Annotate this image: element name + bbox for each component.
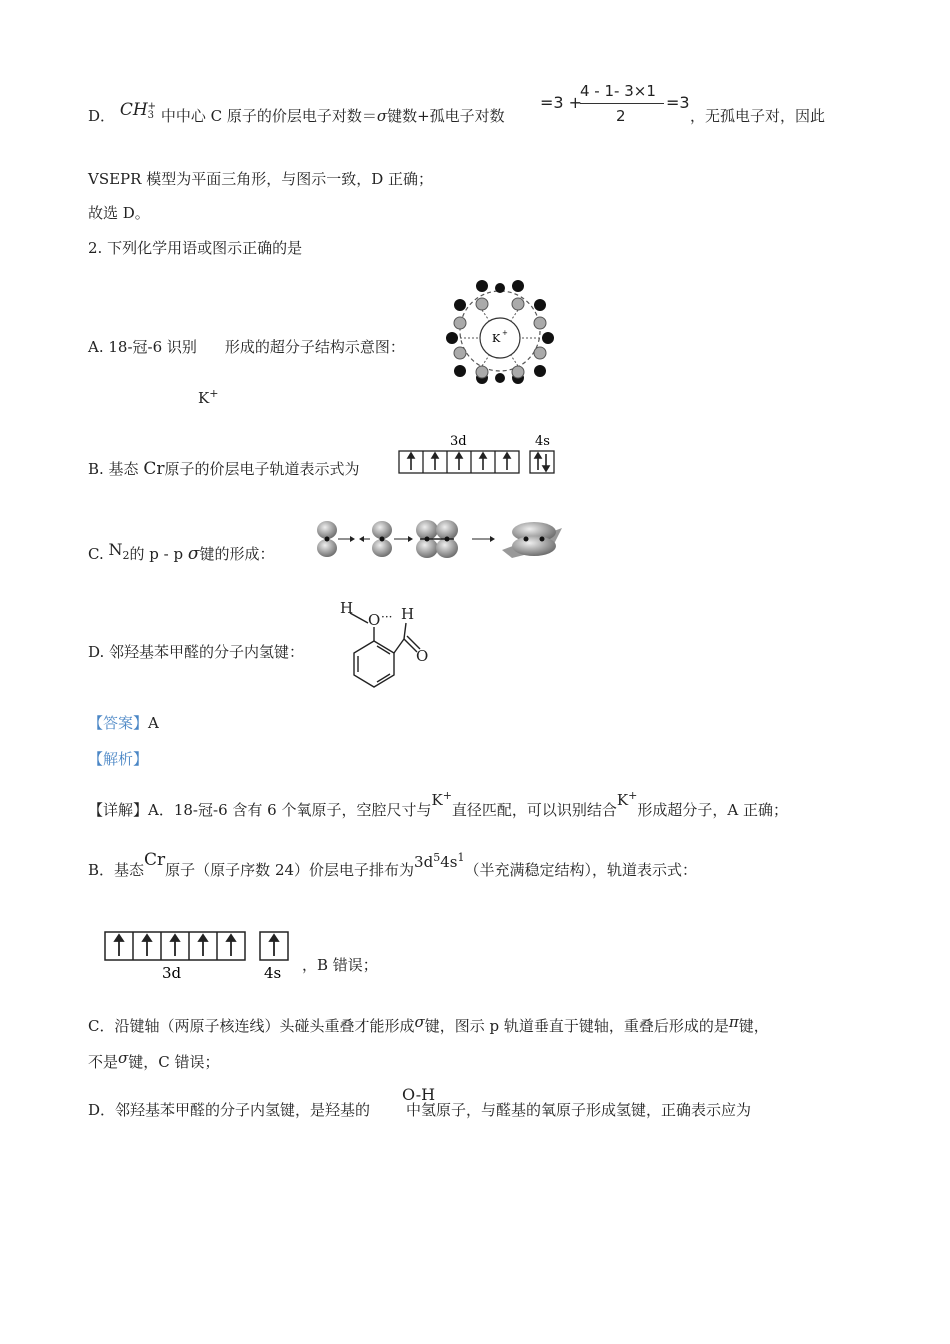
sigma-symbol: σ xyxy=(414,1013,425,1031)
text-segment: D．邻羟基苯甲醛的分子内氢键，是羟基的 xyxy=(88,1101,371,1119)
detail-b-conclusion: ，B 错误； xyxy=(302,956,378,974)
oh-group: O-H xyxy=(402,1085,436,1104)
n2-formula xyxy=(108,540,130,563)
sigma-symbol: σ xyxy=(376,107,388,125)
crown-ether-figure xyxy=(442,278,558,384)
text-segment: 键数+孤电子对数 xyxy=(387,107,505,125)
text-segment: C. xyxy=(88,545,104,563)
label-3d: 3d xyxy=(450,434,467,449)
k-symbol: K xyxy=(431,791,443,809)
text-segment: 键， xyxy=(738,1017,769,1035)
text-segment: 中氢原子，与醛基的氧原子形成氢键，正确表示应为 xyxy=(406,1101,752,1119)
choice-conclusion: 故选 D。 xyxy=(88,204,150,222)
k-ion-inline xyxy=(431,791,451,809)
n-symbol: N xyxy=(108,540,123,559)
detail-a xyxy=(88,789,788,820)
config-3d: 3d xyxy=(414,853,434,871)
n-subscript: 2 xyxy=(122,549,130,563)
label-4s: 4s xyxy=(264,964,282,982)
line-d-vsepr-calc xyxy=(88,100,505,126)
k-charge: + xyxy=(442,789,452,802)
option-b xyxy=(88,459,360,479)
text-segment: B．基态 xyxy=(88,861,145,879)
question-2: 2. 下列化学用语或图示正确的是 xyxy=(88,239,303,257)
fraction-bar xyxy=(580,103,664,104)
text-segment: 原子的价层电子轨道表示式为 xyxy=(164,460,360,478)
formula-ch3 xyxy=(120,100,156,120)
text-segment: ，无孤电子对，因此 xyxy=(690,107,826,125)
orbital-svg xyxy=(398,431,558,479)
orbital-overlap-svg xyxy=(312,518,572,560)
text-segment: 键，图示 p 轨道垂直于键轴，重叠后形成的是 xyxy=(424,1017,729,1035)
crown-ether-svg xyxy=(442,278,558,384)
vsepr-conclusion: VSEPR 模型为平面三角形，与图示一致，D 正确； xyxy=(88,170,434,188)
hydroxyl-o: O xyxy=(368,611,381,629)
option-letter: D． xyxy=(88,107,116,125)
config-4s: 4s xyxy=(440,853,458,871)
text-segment: 形成超分子，A 正确； xyxy=(637,801,788,819)
formula-sup: + xyxy=(147,100,157,112)
pi-symbol: π xyxy=(728,1013,739,1031)
text-segment: A. 18-冠-6 识别 xyxy=(88,338,197,356)
config-4s-sup: 1 xyxy=(457,851,465,864)
cr-orbital-diagram-option xyxy=(398,431,558,479)
text-segment: C．沿键轴（两原子核连线）头碰头重叠才能形成 xyxy=(88,1017,415,1035)
text-segment: 形成的超分子结构示意图： xyxy=(224,338,405,356)
text-segment: 原子（原子序数 24）价层电子排布为 xyxy=(165,861,415,879)
orbital-correct-svg xyxy=(104,928,294,984)
answer-value: A xyxy=(148,714,159,732)
eq-left: =3 + xyxy=(540,93,583,112)
vsepr-fraction xyxy=(540,84,690,130)
detail-c-line1 xyxy=(88,1013,769,1036)
ring-center-charge: + xyxy=(502,329,508,337)
k-ion-inline xyxy=(617,791,637,809)
option-a xyxy=(88,337,405,357)
text-segment: A．18-冠-6 含有 6 个氧原子，空腔尺寸与 xyxy=(148,801,432,819)
sigma-symbol: σ xyxy=(187,544,200,564)
text-segment: 不是 xyxy=(88,1053,119,1071)
k-charge: + xyxy=(628,789,638,802)
pp-sigma-orbital-figure xyxy=(312,518,572,560)
text-segment: （半充满稳定结构），轨道表示式： xyxy=(464,861,697,879)
text-segment: 中中心 C 原子的价层电子对数＝ xyxy=(160,107,377,125)
detail-tag: 【详解】 xyxy=(88,801,149,819)
analysis-tag: 【解析】 xyxy=(88,750,149,768)
text-segment: 键，C 错误； xyxy=(128,1053,220,1071)
answer-line xyxy=(88,713,159,733)
label-3d: 3d xyxy=(162,964,182,982)
aldehyde-h: H xyxy=(401,605,415,623)
salicylaldehyde-structure xyxy=(338,597,438,689)
config-3d-sup: 5 xyxy=(433,851,441,864)
sigma-symbol: σ xyxy=(118,1049,129,1067)
cr-symbol: Cr xyxy=(143,459,165,479)
ring-center-k: K xyxy=(492,332,501,345)
structure-svg xyxy=(338,597,438,689)
text-segment: 键的形成： xyxy=(199,545,275,563)
detail-b xyxy=(88,850,697,880)
text-segment: 的 p - p xyxy=(129,545,184,563)
text-segment: B. 基态 xyxy=(88,460,139,478)
formula-sub: 3 xyxy=(147,109,155,121)
label-4s: 4s xyxy=(535,434,550,449)
detail-c-line2 xyxy=(88,1049,220,1072)
text-segment: 直径匹配，可以识别结合 xyxy=(451,801,617,819)
fraction-numerator: 4 - 1- 3×1 xyxy=(580,82,656,100)
cr-symbol: Cr xyxy=(144,850,166,870)
aldehyde-o: O xyxy=(416,647,429,665)
option-c xyxy=(88,540,275,570)
eq-right: =3 xyxy=(666,93,690,112)
fraction-denominator: 2 xyxy=(616,107,626,125)
hydroxyl-h: H xyxy=(340,599,354,617)
cr-orbital-diagram-correct xyxy=(104,928,294,984)
k-symbol: K xyxy=(616,791,629,809)
k-charge: + xyxy=(209,387,219,400)
hydrogen-bond-dots: ··· xyxy=(381,610,393,624)
formula-ch: CH xyxy=(119,100,148,120)
option-d: D. 邻羟基苯甲醛的分子内氢键： xyxy=(88,643,305,661)
k-symbol: K xyxy=(198,389,210,407)
answer-tag: 【答案】 xyxy=(88,714,149,732)
k-ion-label xyxy=(198,384,218,408)
electron-config xyxy=(414,853,464,871)
